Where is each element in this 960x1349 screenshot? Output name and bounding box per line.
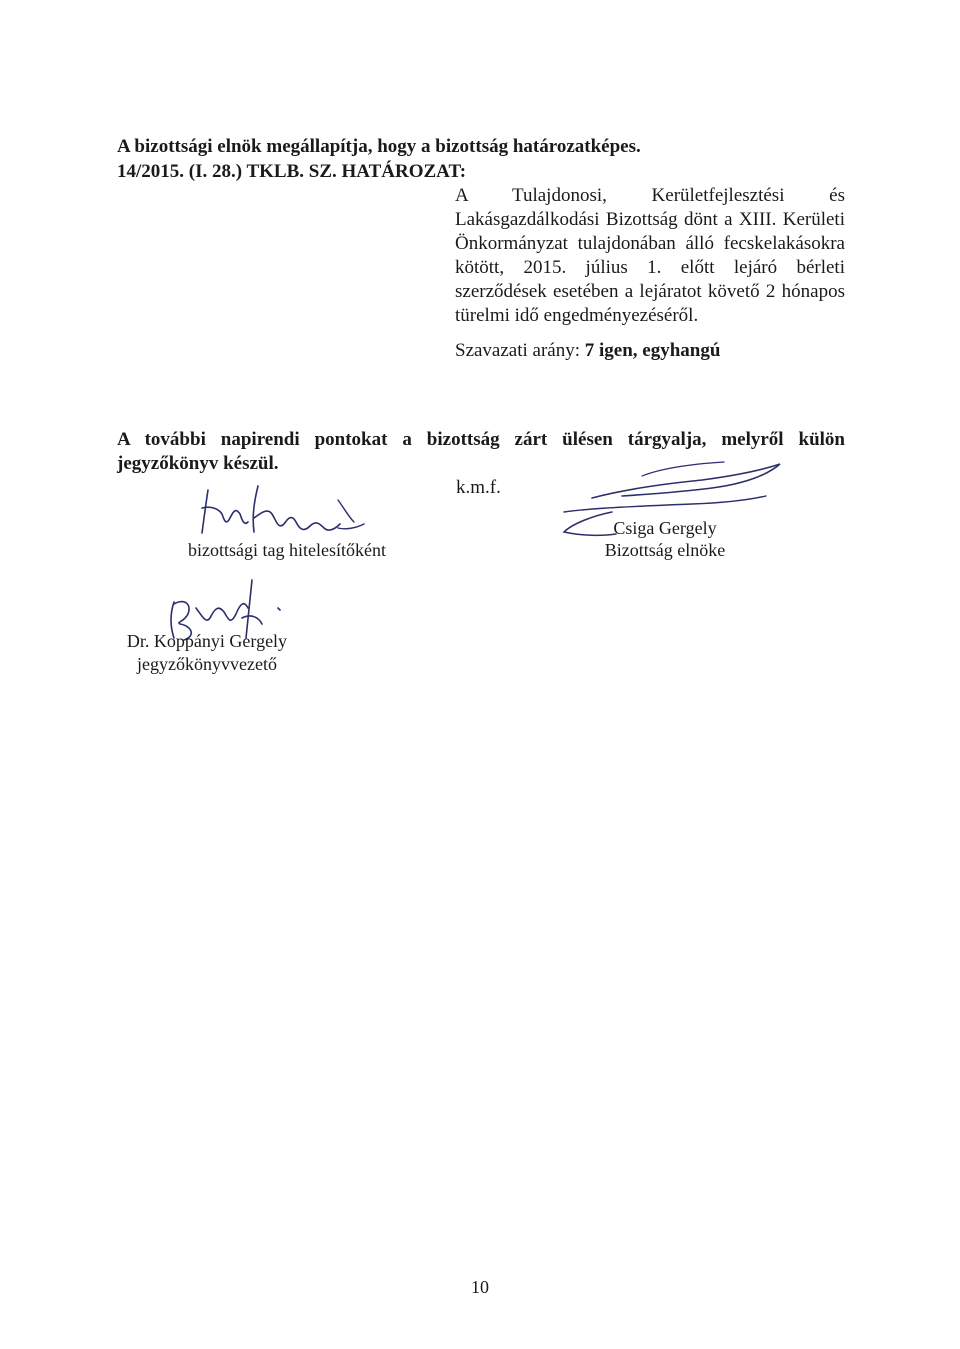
vote-ratio xyxy=(455,339,720,363)
resolution-line: szerződések esetében a lejáratot követő 2 hónapos xyxy=(455,281,845,302)
page-number: 10 xyxy=(471,1277,489,1297)
vote-result: 7 igen, egyhangú xyxy=(584,340,721,361)
recorder-role: jegyzőkönyvvezető xyxy=(137,654,277,674)
closing-line: jegyzőkönyv készül. xyxy=(117,453,279,474)
resolution-line: A Tulajdonosi, Kerületfejlesztési és xyxy=(455,185,845,206)
resolution-line: türelmi idő engedményezéséről. xyxy=(455,305,699,326)
resolution-line: Lakásgazdálkodási Bizottság dönt a XIII. Kerületi xyxy=(455,209,845,230)
chair-role: Bizottság elnöke xyxy=(604,540,726,560)
resolution-number: 14/2015. (I. 28.) TKLB. SZ. HATÁROZAT: xyxy=(117,161,467,182)
authenticator-signature xyxy=(188,478,378,548)
resolution-text xyxy=(455,184,845,328)
quorum-statement: A bizottsági elnök megállapítja, hogy a bizottság határozatképes. xyxy=(117,136,641,157)
authenticator-role: bizottsági tag hitelesítőként xyxy=(188,540,386,560)
chair-name: Csiga Gergely xyxy=(613,518,717,538)
resolution-line: kötött, 2015. július 1. előtt lejáró bérleti xyxy=(455,257,845,278)
closing-line: A további napirendi pontokat a bizottság zárt ülésen tárgyalja, melyről külön xyxy=(117,429,845,450)
recorder-name: Dr. Koppányi Gergely xyxy=(126,631,288,651)
resolution-line: Önkormányzat tulajdonában álló fecskelakásokra xyxy=(455,233,845,254)
kmf-label: k.m.f. xyxy=(456,477,501,498)
vote-label: Szavazati arány: xyxy=(455,340,581,361)
